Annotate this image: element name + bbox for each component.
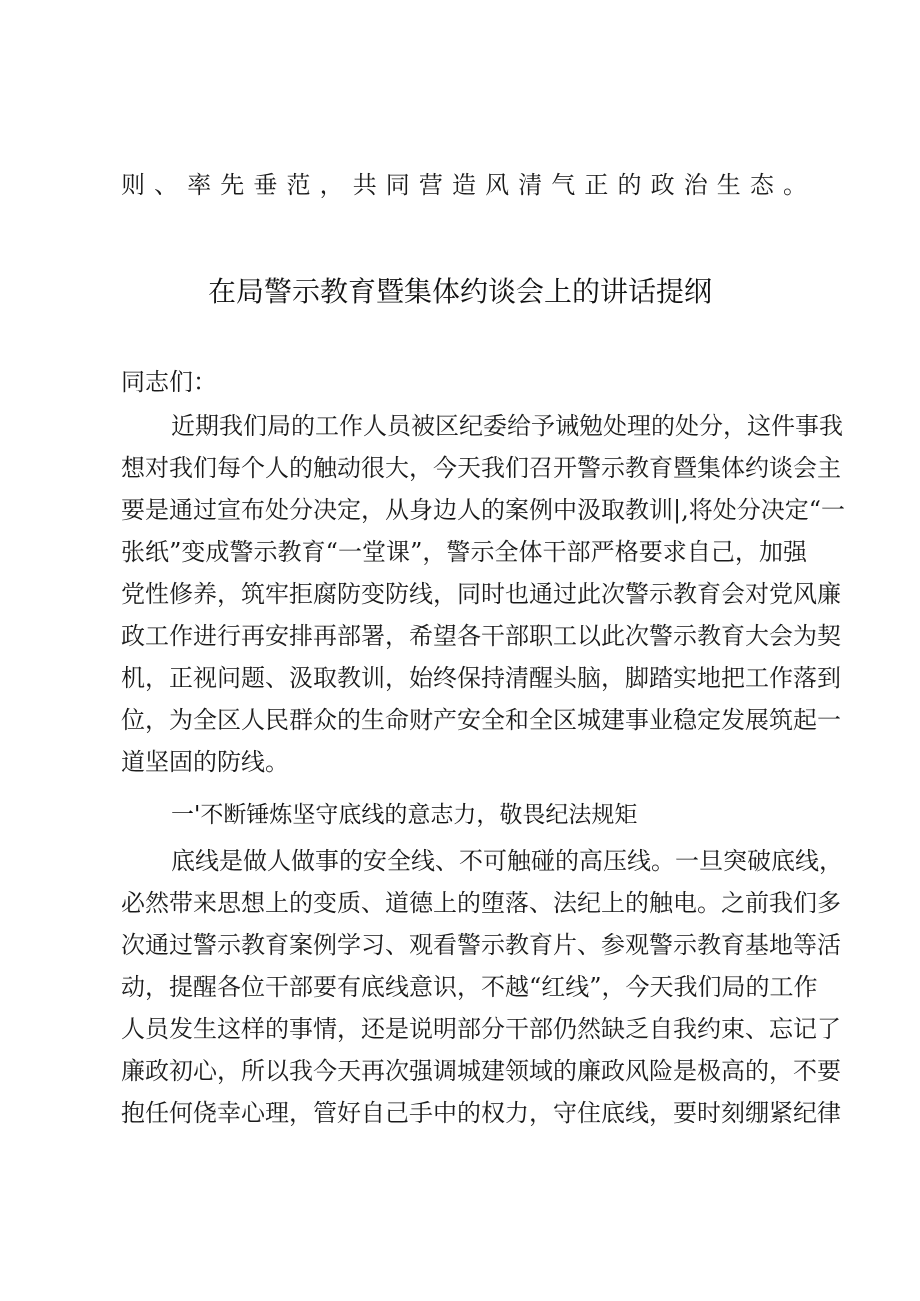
paragraph-line: 次通过警示教育案例学习、观看警示教育片、参观警示教育基地等活: [121, 931, 841, 959]
paragraph-line: 必然带来思想上的变质、道德上的堕落、法纪上的触电。之前我们多: [121, 889, 841, 917]
paragraph-line: 道坚固的防线。: [121, 748, 289, 776]
paragraph-line: 位，为全区人民群众的生命财产安全和全区城建事业稳定发展筑起一: [121, 706, 841, 734]
paragraph-line: 底线是做人做事的安全线、不可触碰的高压线。一旦突破底线，: [171, 847, 843, 875]
paragraph-line: 政工作进行再安排再部署，希望各干部职工以此次警示教育大会为契: [121, 622, 841, 650]
paragraph-line: 抱任何侥幸心理，管好自己手中的权力，守住底线，要时刻绷紧纪律: [121, 1099, 841, 1127]
section-heading: 一'不断锤炼坚守底线的意志力，敬畏纪法规矩: [171, 802, 638, 828]
paragraph-line: 张纸”变成警示教育“一堂课”，警示全体干部严格要求自己，加强: [121, 538, 807, 566]
paragraph-line: 要是通过宣布处分决定，从身边人的案例中汲取教训|,将处分决定“一: [121, 496, 845, 524]
paragraph-line: 廉政初心，所以我今天再次强调城建领域的廉政风险是极高的，不要: [121, 1057, 841, 1085]
paragraph-line: 动，提醒各位干部要有底线意识，不越“红线”，今天我们局的工作: [121, 973, 818, 1001]
paragraph-line: 人员发生这样的事情，还是说明部分干部仍然缺乏自我约束、忘记了: [121, 1015, 841, 1043]
paragraph-line: 机，正视问题、汲取教训，始终保持清醒头脑，脚踏实地把工作落到: [121, 664, 841, 692]
salutation: 同志们：: [121, 368, 217, 396]
paragraph-line: 近期我们局的工作人员被区纪委给予诫勉处理的处分，这件事我: [171, 412, 843, 440]
paragraph-line: 党性修养，筑牢拒腐防变防线，同时也通过此次警示教育会对党风廉: [121, 580, 841, 608]
paragraph-line: 想对我们每个人的触动很大，今天我们召开警示教育暨集体约谈会主: [121, 454, 841, 482]
document-title: 在局警示教育暨集体约谈会上的讲话提纲: [207, 275, 712, 308]
carryover-line: 则、率先垂范，共同营造风清气正的政治生态。: [121, 171, 807, 199]
